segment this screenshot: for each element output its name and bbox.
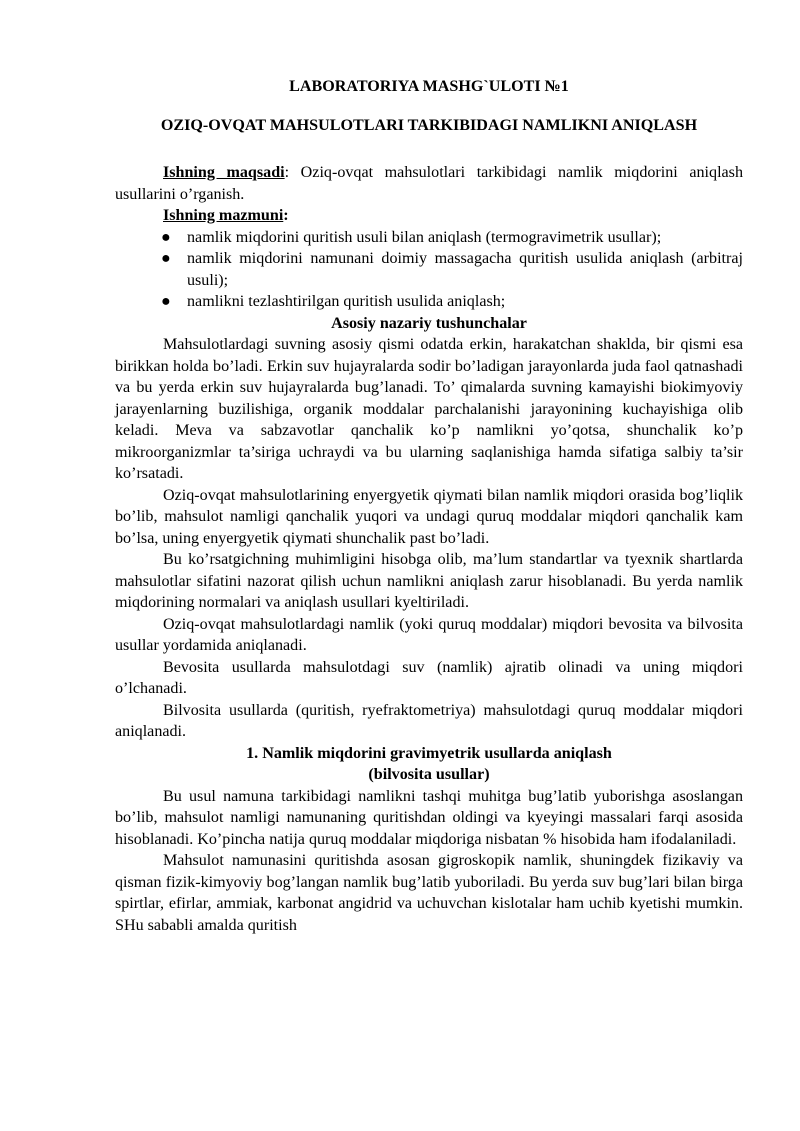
body-paragraph: Oziq-ovqat mahsulotlardagi namlik (yoki quruq moddalar) miqdori bevosita va bilvosita usullar yordamida aniqlanadi. (115, 615, 743, 654)
goal-text: : Oziq-ovqat mahsulotlari tarkibidagi namlik miqdorini aniqlash usullarini o’rganish. (115, 164, 743, 203)
section-heading-sub: (bilvosita usullar) (368, 766, 490, 783)
content-heading (163, 205, 743, 227)
body-paragraph: Oziq-ovqat mahsulotlarining enyergyetik qiymati bilan namlik miqdori orasida bog’liqlik bo’lib, mahsulot namligi qanchalik yuqori va undagi quruq moddalar miqdori qanchalik kam bo’lsa, uning enyergyetik qiymati shunchalik past bo’ladi. (115, 486, 743, 547)
body-paragraph: Bilvosita usullarda (quritish, ryefraktometriya) mahsulotdagi quruq moddalar miqdori aniqlanadi. (115, 701, 743, 740)
section-heading: 1. Namlik miqdorini gravimyetrik usullarda aniqlash (246, 744, 612, 762)
document-subtitle: OZIQ-OVQAT MAHSULOTLARI TARKIBIDAGI NAMLIKNI ANIQLASH (160, 116, 698, 134)
body-paragraph: Mahsulot namunasini quritishda asosan gigroskopik namlik, shuningdek fizikaviy va qisman fizik-kimyoviy bog’langan namlik bug’latib yuboriladi. Bu yerda suv bug’lari bilan birga spirtlar, efirlar, ammiak, karbonat angidrid va uchuvchan kislotalar ham uchib kyetishi mumkin. SHu sababli amalda quritish (115, 852, 743, 934)
body-paragraph: Bevosita usullarda mahsulotdagi suv (namlik) ajratib olinadi va uning miqdori o’lchanadi. (115, 658, 743, 697)
section-heading: Asosiy nazariy tushunchalar (331, 314, 527, 332)
list-item (161, 291, 743, 313)
list-item-text: namlik miqdorini namunani doimiy massagacha quritish usulida aniqlash (arbitraj usuli); (187, 250, 743, 289)
body-paragraph: Bu usul namuna tarkibidagi namlikni tashqi muhitga bug’latib yuborishga asoslangan bo’lib, mahsulot namligi namunaning quritishdan oldingi va kyeyingi massalari farqi asosida hisoblanadi. Ko’pincha natija quruq moddalar miqdoriga nisbatan % hisobida ham ifodalaniladi. (115, 787, 743, 848)
goal-paragraph (115, 162, 743, 205)
bullet-icon: ● (161, 228, 171, 246)
document-page (115, 76, 743, 936)
bullet-icon: ● (161, 293, 171, 310)
body-paragraph: Bu ko’rsatgichning muhimligini hisobga olib, ma’lum standartlar va tyexnik shartlarda mahsulotlar sifatini nazorat qilish uchun namlikni aniqlash zarur hisoblanadi. Bu yerda namlik miqdorining normalari va aniqlash usullari kyeltiriladi. (115, 551, 743, 611)
document-title: LABORATORIYA MASHG`ULOTI №1 (289, 78, 569, 95)
list-item (161, 248, 743, 291)
content-label: Ishning mazmuni (163, 207, 284, 224)
content-list (115, 227, 743, 313)
list-item (161, 227, 743, 249)
content-label-colon: : (283, 207, 289, 224)
goal-label: Ishning maqsadi (163, 164, 285, 181)
bullet-icon: ● (161, 250, 171, 267)
list-item-text: namlikni tezlashtirilgan quritish usulida aniqlash; (187, 293, 506, 310)
body-paragraph: Mahsulotlardagi suvning asosiy qismi odatda erkin, harakatchan shaklda, bir qismi esa birikkan holda bo’ladi. Erkin suv hujayralarda sodir bo’ladigan jarayonlarda juda faol qatnashadi va bu yerda erkin suv hujayralarda bug’lanadi. To’ qimalarda suvning kamayishi biokimyoviy jarayenlarning buzilishiga, organik moddalar parchalanishi jarayonining kuchayishiga olib keladi. Meva va sabzavotlar qanchalik ko’p namlikni yo’qotsa, shunchalik ko’p mikroorganizmlar ta’siriga uchraydi va bu ularning saqlanishiga hamda sifatiga salbiy ta’sir ko’rsatadi. (115, 336, 743, 482)
list-item-text: namlik miqdorini quritish usuli bilan aniqlash (termogravimetrik usullar); (187, 228, 662, 246)
